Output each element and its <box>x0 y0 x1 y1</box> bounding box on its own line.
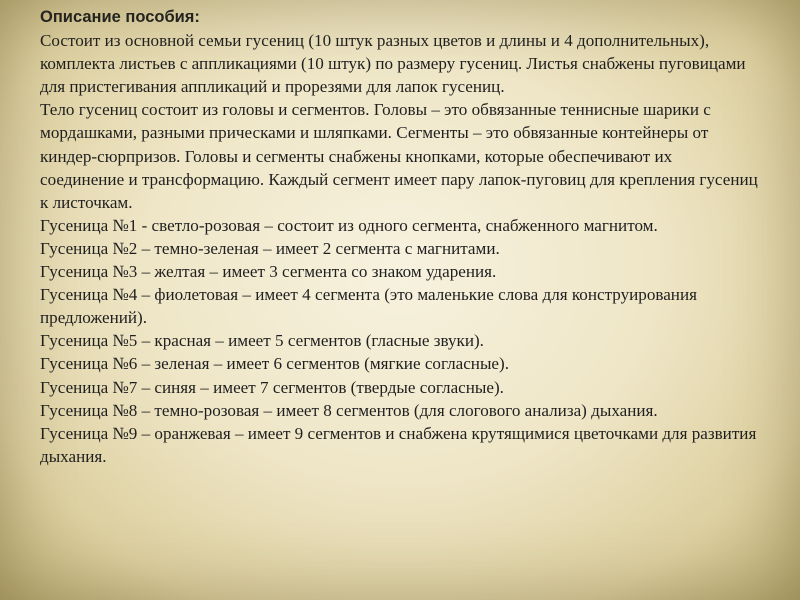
paragraph-caterpillar-2: Гусеница №2 – темно-зеленая – имеет 2 сегмента с магнитами. <box>40 238 500 258</box>
paragraph-caterpillar-1: Гусеница №1 - светло-розовая – состоит из одного сегмента, снабженного магнитом. <box>40 215 658 235</box>
paragraph-caterpillar-4: Гусеница №4 – фиолетовая – имеет 4 сегмента (это маленькие слова для конструирования предложений). <box>40 285 697 328</box>
paragraph-body-structure: Тело гусениц состоит из головы и сегментов. Головы – это обвязанные теннисные шарики с мордашками, разными прическами и шляпками. Сегменты – это обвязанные контейнеры от киндер-сюрпризов. Головы и сегменты снабжены кнопками, которые обеспечивают их соединение и трансформацию. Каждый сегмент имеет пару лапок-пуговиц для крепления гусениц к листочкам. <box>40 100 758 212</box>
paragraph-composition: Состоит из основной семьи гусениц (10 штук разных цветов и длины и 4 дополнительных), комплекта листьев с аппликациями (10 штук) по размеру гусениц. Листья снабжены пуговицами для пристегивания аппликаций и прорезями для лапок гусениц. <box>40 31 746 97</box>
paragraph-caterpillar-5: Гусеница №5 – красная – имеет 5 сегментов (гласные звуки). <box>40 331 484 351</box>
slide-content <box>40 6 760 468</box>
paragraph-caterpillar-7: Гусеница №7 – синяя – имеет 7 сегментов (твердые согласные). <box>40 377 504 397</box>
slide-heading: Описание пособия: <box>40 8 200 26</box>
paragraph-caterpillar-8: Гусеница №8 – темно-розовая – имеет 8 сегментов (для слогового анализа) дыхания. <box>40 400 658 420</box>
paragraph-caterpillar-6: Гусеница №6 – зеленая – имеет 6 сегментов (мягкие согласные). <box>40 354 509 374</box>
paragraph-caterpillar-9: Гусеница №9 – оранжевая – имеет 9 сегментов и снабжена крутящимися цветочками для развития дыхания. <box>40 423 757 466</box>
paragraph-caterpillar-3: Гусеница №3 – желтая – имеет 3 сегмента со знаком ударения. <box>40 262 497 282</box>
